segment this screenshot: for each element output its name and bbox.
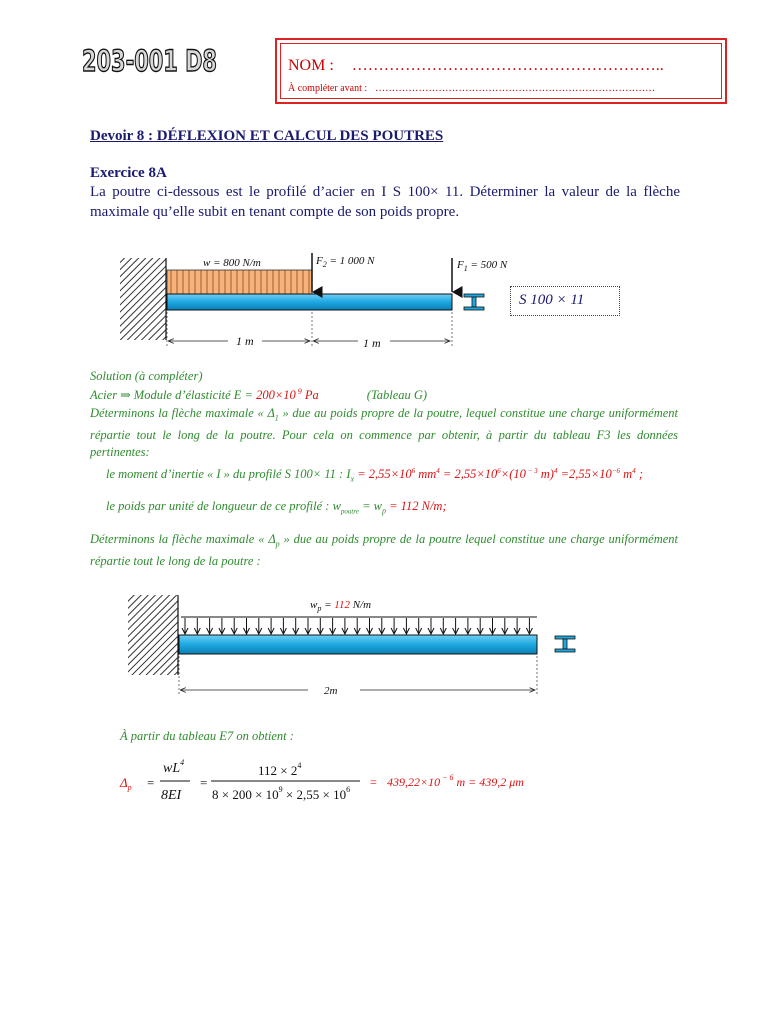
equals-2: = (200, 775, 208, 790)
delta-symbol: $\Delta_p$ (120, 775, 132, 792)
page-title: Devoir 8 : DÉFLEXION ET CALCUL DES POUTRES (90, 128, 444, 144)
f1-label: $F_1 = 500$ N (457, 259, 508, 273)
dim-2: 1 m (363, 336, 381, 350)
beam-diagram-2 (0, 580, 768, 710)
name-dots: ………………………………………………….. (351, 57, 664, 74)
paragraph-2: Déterminons la flèche maximale « $\Delta_p$ » due au poids propre de la poutre lequel constitue une charge uniformément répartie tout le long de la poutre : (90, 532, 678, 568)
w-label: w = 800 N/m (203, 257, 261, 269)
beam (167, 294, 452, 310)
beam-diagram-1 (0, 0, 768, 360)
course-code: 203-001 D8 (82, 44, 217, 78)
wall-support (120, 258, 166, 340)
equals-1: = (147, 775, 155, 790)
due-date-dots: ………………………………………………………………………… (375, 83, 656, 94)
exercise-statement: La poutre ci-dessous est le profilé d’acier en I S 100× 11. Déterminer la valeur de la flèche maximale qu’elle subit en tenant compte de son poids propre. (90, 184, 680, 220)
equals-3: = (370, 775, 377, 789)
exercise-title: Exercice 8A (90, 165, 167, 181)
result: 439,22×10 $^{- 6}$ m = 439,2 μm (387, 773, 524, 789)
dim-1: 1 m (236, 334, 254, 348)
inertia-line: le moment d’inertie « I » du profilé S 100× 11 : $I_x = 2,55\times 10^6$ $mm^4 = 2,55\times 10^6\times(10$ $^{- 3}$ $m)^4 =2,55\times 10^{-6}$ $m^4$ ; (106, 467, 643, 484)
i-beam-icon (464, 294, 484, 310)
paragraph-1: Déterminons la flèche maximale « $\Delta_1$ » due au poids propre de la poutre, lequel constitue une charge uniformément répartie tout le long de la poutre. Pour cela on commence par obtenir, à partir du tableau F3 les données pertinentes: (90, 406, 679, 459)
f2-label: $F_2 = 1$ 000 N (316, 255, 375, 269)
deflection-formula (0, 750, 768, 810)
distributed-load-w (167, 270, 312, 294)
profile-label: S 100 × 11 (519, 292, 585, 308)
formula-intro: À partir du tableau E7 on obtient : (120, 729, 294, 743)
dim-2m: 2m (324, 685, 338, 697)
weight-line: le poids par unité de longueur de ce profilé : $w_{poutre} = w_p = 112$ N/m; (106, 499, 447, 516)
den-left: 8EI (161, 788, 182, 803)
wall-support-2 (128, 595, 178, 675)
name-label: NOM : (288, 57, 334, 74)
i-beam-icon-2 (555, 636, 575, 652)
uniform-load-arrows (182, 618, 532, 634)
solution-heading: Solution (à compléter) (90, 369, 203, 383)
num-right: $112 \times 2^4$ (258, 761, 302, 778)
due-date-label: À compléter avant : (288, 83, 368, 94)
num-left: $wL^4$ (163, 758, 185, 776)
beam-2 (179, 635, 537, 654)
profile-box (510, 286, 620, 316)
den-right: $8 \times 200 \times 10^9 \times 2,55 \times 10^6$ (212, 785, 351, 802)
wp-label: $w_p = 112$ N/m (310, 599, 372, 613)
acier-line: Acier ⇒ Module d’élasticité E = 200×10 $^9$ Pa (Tableau G) (90, 387, 428, 403)
